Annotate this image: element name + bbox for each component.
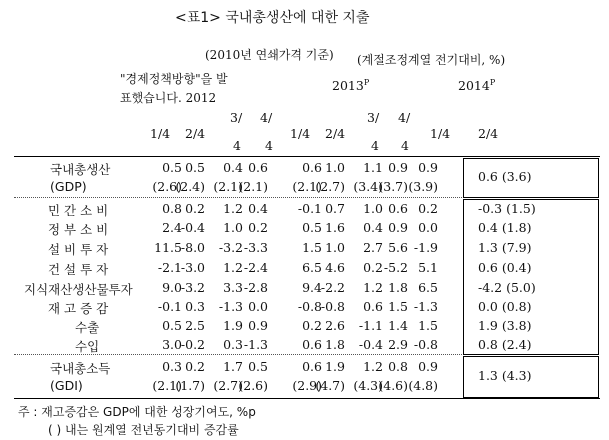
q2-2014-value: 0.8 (2.4): [478, 337, 532, 352]
table-cell: -1.1: [358, 318, 383, 333]
table-cell: -3.3: [243, 240, 268, 255]
table-cell: 4.6: [325, 260, 345, 275]
table-cell: (3.4): [353, 179, 383, 194]
row-label: 수출: [75, 320, 100, 335]
table-cell: 9.4: [302, 280, 322, 295]
table-cell: 0.8: [162, 201, 182, 216]
table-cell: 1.8: [388, 280, 408, 295]
row-label: 국내총소득: [50, 361, 111, 376]
row-label: 국내총생산: [50, 162, 111, 177]
table-cell: 1.5: [302, 240, 322, 255]
q-header: 4/: [398, 110, 411, 125]
q2-2014-value: 1.3 (7.9): [478, 240, 532, 255]
table-cell: -0.8: [413, 337, 438, 352]
overlay-note-line1: "경제정책방향"을 발: [120, 72, 228, 86]
table-cell: 1.0: [223, 220, 243, 235]
table-cell: 1.2: [363, 280, 383, 295]
table-cell: (2.1): [152, 378, 182, 393]
table-cell: 0.9: [388, 220, 408, 235]
q-header: 4: [371, 138, 379, 153]
year-2014: $2014^P$: [458, 78, 496, 94]
table-cell: 2.9: [388, 337, 408, 352]
table-cell: 0.9: [418, 160, 438, 175]
q2-2014-value: -4.2 (5.0): [478, 280, 536, 295]
footnote-1: 주 : 재고증감은 GDP에 대한 성장기여도, %p: [18, 405, 256, 419]
table-cell: (4.8): [408, 378, 438, 393]
row-label: 수입: [75, 339, 100, 354]
table-cell: (4.6): [378, 378, 408, 393]
q-header: 4: [233, 138, 241, 153]
table-cell: 0.6: [302, 337, 322, 352]
table-cell: 0.9: [418, 359, 438, 374]
table-cell: 6.5: [418, 280, 438, 295]
table-cell: 0.8: [388, 359, 408, 374]
table-title: <표1> 국내총생산에 대한 지출: [175, 10, 370, 26]
table-cell: -3.0: [180, 260, 205, 275]
table-cell: 1.1: [363, 160, 383, 175]
q-header: 4: [401, 138, 409, 153]
table-cell: 2.5: [185, 318, 205, 333]
table-cell: (2.7): [315, 179, 345, 194]
table-cell: -0.4: [180, 220, 205, 235]
table-cell: -0.4: [358, 337, 383, 352]
q-header: 1/4: [150, 126, 171, 141]
table-cell: -3.2: [180, 280, 205, 295]
price-basis: (2010년 연쇄가격 기준): [205, 48, 334, 62]
table-cell: 0.9: [388, 160, 408, 175]
table-cell: 0.9: [248, 318, 268, 333]
table-cell: 0.6: [388, 201, 408, 216]
table-cell: 0.2: [248, 220, 268, 235]
table-cell: -1.3: [243, 337, 268, 352]
table-cell: 0.0: [418, 220, 438, 235]
table-cell: 3.0: [162, 337, 182, 352]
q-header: 2/4: [185, 126, 206, 141]
table-cell: -0.1: [297, 201, 322, 216]
table-cell: 2.4: [162, 220, 182, 235]
table-cell: (4.3): [353, 378, 383, 393]
table-cell: (2.4): [175, 179, 205, 194]
table-cell: 0.7: [325, 201, 345, 216]
table-cell: (2.6): [238, 378, 268, 393]
table-cell: 1.5: [418, 318, 438, 333]
table-cell: (2.6): [152, 179, 182, 194]
table-cell: (2.1): [292, 179, 322, 194]
table-cell: 0.5: [302, 220, 322, 235]
table-cell: 0.6: [363, 299, 383, 314]
table-cell: (2.7): [213, 378, 243, 393]
header-rule: [14, 156, 600, 157]
table-cell: -3.2: [218, 240, 243, 255]
table-cell: 0.6: [302, 160, 322, 175]
table-cell: 0.5: [162, 160, 182, 175]
table-cell: 1.8: [325, 337, 345, 352]
table-cell: 0.0: [248, 299, 268, 314]
table-cell: -5.2: [383, 260, 408, 275]
q2-2014-value: 0.4 (1.8): [478, 220, 532, 235]
row-label: 지식재산생산물투자: [24, 282, 133, 297]
table-cell: -1.3: [218, 299, 243, 314]
row-label: (GDP): [50, 179, 87, 194]
row-label: 정 부 소 비: [48, 222, 109, 237]
table-cell: 1.0: [363, 201, 383, 216]
table-cell: 0.5: [185, 160, 205, 175]
table-cell: 0.5: [248, 359, 268, 374]
table-cell: 0.6: [302, 359, 322, 374]
q2-2014-value: 0.6 (3.6): [478, 169, 532, 184]
table-cell: 1.2: [223, 260, 243, 275]
table-cell: 0.3: [185, 299, 205, 314]
q2-2014-value: 1.3 (4.3): [478, 368, 532, 383]
footnote-2: ( ) 내는 원계열 전년동기대비 증감률: [48, 423, 239, 437]
table-cell: -8.0: [180, 240, 205, 255]
q-header: 1/4: [430, 126, 451, 141]
table-cell: -0.8: [320, 299, 345, 314]
table-cell: 0.2: [302, 318, 322, 333]
table-cell: 1.0: [325, 240, 345, 255]
table-cell: 1.2: [363, 359, 383, 374]
q-header: 3/: [367, 110, 380, 125]
year-2013: $2013^P$: [332, 78, 370, 94]
table-cell: -2.4: [243, 260, 268, 275]
table-cell: 0.2: [363, 260, 383, 275]
table-cell: (3.7): [378, 179, 408, 194]
table-cell: 0.4: [223, 160, 243, 175]
table-cell: 0.3: [162, 359, 182, 374]
table-cell: -0.2: [180, 337, 205, 352]
table-cell: -1.9: [413, 240, 438, 255]
table-cell: 1.5: [388, 299, 408, 314]
q-header: 2/4: [478, 126, 499, 141]
table-cell: (4.7): [315, 378, 345, 393]
overlay-note-line2: 표했습니다. 2012: [120, 91, 217, 105]
table-cell: 0.2: [185, 359, 205, 374]
q-header: 4: [265, 138, 273, 153]
table-cell: 1.9: [223, 318, 243, 333]
table-cell: -2.1: [157, 260, 182, 275]
table-cell: (2.1): [238, 179, 268, 194]
table-cell: (2.9): [292, 378, 322, 393]
table-cell: 9.0: [162, 280, 182, 295]
table-cell: 3.3: [223, 280, 243, 295]
table-cell: 11.5: [154, 240, 182, 255]
row-label: 설 비 투 자: [48, 242, 109, 257]
table-cell: 1.4: [388, 318, 408, 333]
bottom-rule: [14, 398, 600, 399]
q2-2014-value: 0.6 (0.4): [478, 260, 532, 275]
table-cell: 6.5: [302, 260, 322, 275]
table-cell: -1.3: [413, 299, 438, 314]
row-label: 민 간 소 비: [48, 203, 109, 218]
table-cell: 5.6: [388, 240, 408, 255]
row-label: 재 고 증 감: [48, 301, 109, 316]
table-cell: 2.7: [363, 240, 383, 255]
q-header: 1/4: [290, 126, 311, 141]
q2-2014-value: 1.9 (3.8): [478, 318, 532, 333]
table-cell: 1.0: [325, 160, 345, 175]
table-cell: 0.4: [363, 220, 383, 235]
table-cell: 1.2: [223, 201, 243, 216]
table-cell: -0.8: [297, 299, 322, 314]
table-cell: 0.6: [248, 160, 268, 175]
table-cell: 1.9: [325, 359, 345, 374]
table-cell: 0.3: [223, 337, 243, 352]
table-cell: 0.2: [185, 201, 205, 216]
table-cell: (2.1): [213, 179, 243, 194]
unit-note: (계절조정계열 전기대비, %): [357, 53, 506, 67]
table-cell: -2.2: [320, 280, 345, 295]
q-header: 4/: [260, 110, 273, 125]
table-cell: 2.6: [325, 318, 345, 333]
row-divider: [14, 197, 464, 198]
table-cell: -2.8: [243, 280, 268, 295]
table-cell: 5.1: [418, 260, 438, 275]
q-header: 2/4: [325, 126, 346, 141]
row-label: 건 설 투 자: [48, 262, 109, 277]
table-cell: -0.1: [157, 299, 182, 314]
table-cell: 0.5: [162, 318, 182, 333]
table-cell: (1.7): [175, 378, 205, 393]
table-cell: 0.2: [418, 201, 438, 216]
q2-2014-value: 0.0 (0.8): [478, 299, 532, 314]
table-cell: 1.7: [223, 359, 243, 374]
table-cell: (3.9): [408, 179, 438, 194]
row-label: (GDI): [50, 378, 83, 393]
table-cell: 0.4: [248, 201, 268, 216]
q2-2014-value: -0.3 (1.5): [478, 201, 536, 216]
q-header: 3/: [230, 110, 243, 125]
table-cell: 1.6: [325, 220, 345, 235]
